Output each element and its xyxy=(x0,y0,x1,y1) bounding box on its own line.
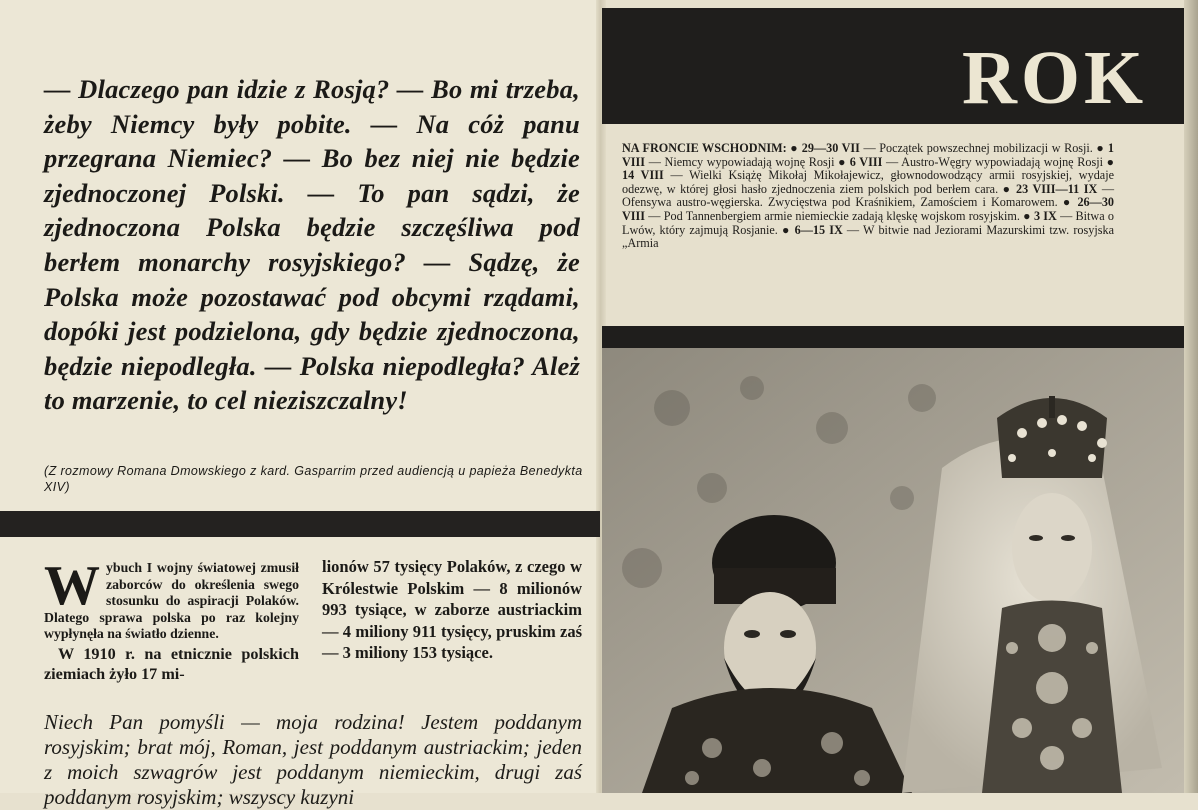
chronology-entry-text: — Ofensywa austro-węgierska. Zwycięstwa pod Kraśnikiem, Zamościem i Komarowem. xyxy=(622,181,1114,210)
photo-illustration xyxy=(602,348,1184,793)
chronology-date: 23 VIII—11 IX xyxy=(1016,181,1102,196)
drop-cap: W xyxy=(44,555,100,617)
chronology-bullet: ● xyxy=(777,222,795,237)
article-paragraph-2: W 1910 r. na etnicznie polskich ziemiach żyło 17 mi- xyxy=(44,644,299,683)
chronology-date: 6 VIII xyxy=(849,154,886,169)
chronology-entry-text: — Austro-Węgry wypowiadają wojnę Rosji xyxy=(885,154,1103,169)
dmowski-quote: — Dlaczego pan idzie z Rosją? — Bo mi trzeba, żeby Niemcy były pobite. — Na cóż panu przegrana Niemiec? — Bo bez niej nie będzie zjednoczonej Polski. — To pan sądzi, że zjednoczona Polska będzie szczęśliwa pod berłem monarchy rosyjskiego? — Sądzę, że Polska może pozostawać pod obcymi rządami, dopóki jest podzielona, gdy będzie zjednoczona, będzie niepodległa. — Polska niepodległa? Ależ to marzenie, to cel nieziszczalny! xyxy=(44,74,580,416)
family-quote: Niech Pan pomyśli — moja rodzina! Jestem poddanym rosyjskim; brat mój, Roman, jest poddanym austriackim; jeden z moich szwagrów jest poddanym niemieckim, drugi zaś poddanym rosyjskim; wszyscy kuzyni xyxy=(44,710,582,809)
chronology-entries xyxy=(622,141,1114,250)
chronology-bullet: ● xyxy=(1102,154,1114,169)
article-paragraph-1 xyxy=(44,555,299,643)
page-edge xyxy=(1184,0,1198,793)
paragraph-1-text: ybuch I wojny światowej zmusił zaborców do określenia swego stosunku do aspiracji Polaków. Dlatego sprawa polska po raz kolejny wypłynęła na światło dzienne. xyxy=(44,560,299,641)
chronology-entry-text: — Pod Tannenbergiem armie niemieckie zadają klęskę wojskom rosyjskim. xyxy=(648,208,1020,223)
page-title: ROK xyxy=(962,36,1148,120)
chronology-bullet: ● xyxy=(1019,208,1034,223)
quote-source: (Z rozmowy Romana Dmowskiego z kard. Gasparrim przed audiencją u papieża Benedykta XIV) xyxy=(44,464,583,494)
article-column-2 xyxy=(322,557,582,664)
chronology-entry-text: — Niemcy wypowiadają wojnę Rosji xyxy=(648,154,835,169)
chronology-entry-text: — Początek powszechnej mobilizacji w Rosji. xyxy=(863,141,1093,155)
chronology-date: 29—30 VII xyxy=(801,141,864,155)
photo-top-bar xyxy=(602,326,1184,348)
chronology-entry-text: — Bitwa o Lwów, który zajmują Rosjanie. xyxy=(622,208,1114,237)
chronology-bullet: ● xyxy=(1057,195,1078,210)
chronology-bullet: ● xyxy=(998,181,1017,196)
chronology-date: 1 VIII xyxy=(622,141,1114,169)
chronology-heading: NA FRONCIE WSCHODNIM: xyxy=(622,141,787,155)
chronology-date: 26—30 VIII xyxy=(622,195,1114,223)
tsar-couple-photo xyxy=(602,348,1184,793)
chronology-entry-text: — Wielki Książę Mikołaj Mikołajewicz, głownodowodzący armii rosyjskiej, wydaje odezwę, w której głosi hasło zjednoczenia ziem polskich pod berłem cara. xyxy=(622,168,1114,196)
chronology-date: 6—15 IX xyxy=(794,222,847,237)
chronology-text xyxy=(622,142,1114,251)
chronology-date: 3 IX xyxy=(1033,208,1061,223)
chronology-bullet: ● xyxy=(790,141,802,155)
chronology-bullet: ● xyxy=(834,154,850,169)
section-divider-bar xyxy=(0,511,600,537)
chronology-entry-text: — W bitwie nad Jeziorami Mazurskimi tzw. rosyjska „Armia xyxy=(622,222,1114,251)
article-column-1 xyxy=(44,555,299,684)
chronology-bullet: ● xyxy=(1092,141,1108,155)
chronology-date: 14 VIII xyxy=(622,168,671,183)
article-column-2-text: lionów 57 tysięcy Polaków, z czego w Królestwie Polskim — 8 milionów 993 tysiące, w zaborze austriackim — 4 miliony 911 tysięcy, pruskim zaś — 3 miliony 153 tysiące. xyxy=(322,557,582,662)
